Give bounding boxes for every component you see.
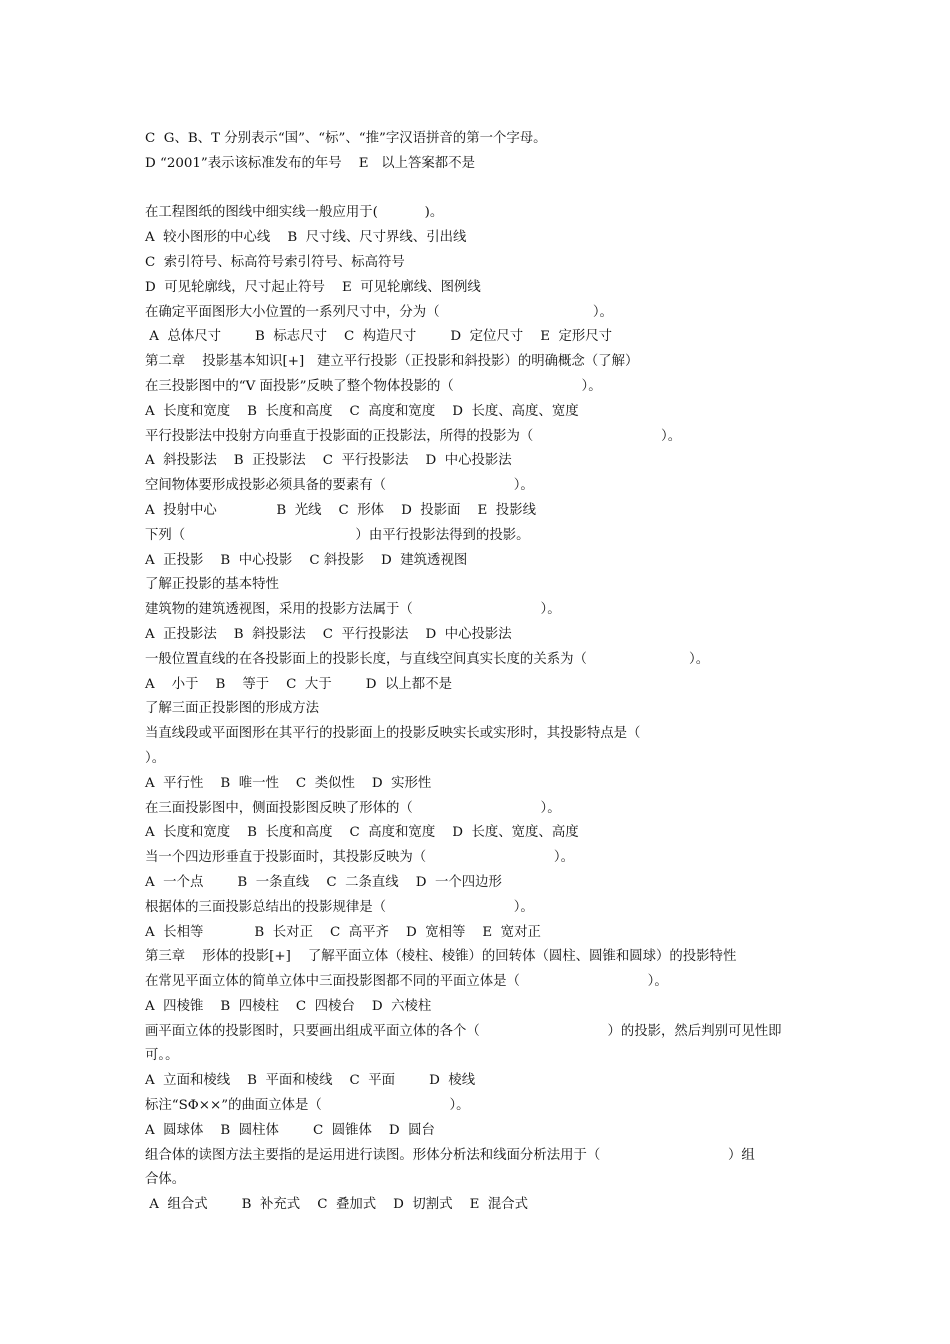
option-line: A 长度和宽度 B 长度和高度 C 高度和宽度 D 长度、高度、宽度 — [145, 403, 579, 419]
question-text: 标注“SΦ××”的曲面立体是（ ）。 — [145, 1098, 470, 1114]
question-text: 在确定平面图形大小位置的一系列尺寸中，分为（ ）。 — [145, 304, 613, 320]
option-line: A 立面和棱线 B 平面和棱线 C 平面 D 棱线 — [145, 1073, 476, 1089]
question-text: 在三面投影图中，侧面投影图反映了形体的（ ）。 — [145, 800, 561, 816]
question-text: 在常见平面立体的简单立体中三面投影图都不同的平面立体是（ ）。 — [145, 974, 668, 990]
option-line: A 平行性 B 唯一性 C 类似性 D 实形性 — [145, 775, 432, 791]
blank-line — [145, 177, 813, 202]
text-line: C G、B、T 分别表示“国”、“标”、“推”字汉语拼音的第一个字母。 — [145, 131, 547, 146]
question-text: 根据体的三面投影总结出的投影规律是（ ）。 — [145, 899, 534, 915]
option-line: A 较小图形的中心线 B 尺寸线、尺寸界线、引出线 — [145, 230, 467, 246]
text-line: D “2001”表示该标准发布的年号 E 以上答案都不是 — [145, 155, 475, 171]
section-heading: 了解正投影的基本特性 — [145, 577, 279, 593]
question-text: 合体。 — [145, 1172, 186, 1188]
question-text: 画平面立体的投影图时，只要画出组成平面立体的各个（ ）的投影，然后判别可见性即 — [145, 1023, 782, 1039]
chapter-heading: 第二章 投影基本知识[+] 建立平行投影（正投影和斜投影）的明确概念（了解） — [145, 354, 639, 370]
question-text: 在三投影图中的“V 面投影”反映了整个物体投影的（ ）。 — [145, 378, 602, 394]
option-line: A 投射中心 B 光线 C 形体 D 投影面 E 投影线 — [145, 502, 536, 518]
question-text: 组合体的读图方法主要指的是运用进行读图。形体分析法和线面分析法用于（ ）组 — [145, 1147, 755, 1163]
question-text: 空间物体要形成投影必须具备的要素有（ ）。 — [145, 478, 534, 494]
option-line: A 正投影 B 中心投影 C 斜投影 D 建筑透视图 — [145, 552, 468, 568]
question-text: 当直线段或平面图形在其平行的投影面上的投影反映实长或实形时，其投影特点是（ — [145, 726, 641, 742]
option-line: A 小于 B 等于 C 大于 D 以上都不是 — [145, 676, 452, 692]
question-text: 当一个四边形垂直于投影面时，其投影反映为（ ）。 — [145, 850, 574, 866]
question-text: 可。。 — [145, 1048, 179, 1064]
option-line: A 长相等 B 长对正 C 高平齐 D 宽相等 E 宽对正 — [145, 924, 541, 940]
option-line: A 斜投影法 B 正投影法 C 平行投影法 D 中心投影法 — [145, 453, 512, 469]
document-body — [145, 127, 813, 1218]
question-text: ）。 — [145, 750, 166, 766]
question-text: 下列（ ）由平行投影法得到的投影。 — [145, 527, 530, 543]
option-line: D 可见轮廓线，尺寸起止符号 E 可见轮廓线、图例线 — [145, 279, 481, 295]
option-line: C 索引符号、标高符号索引符号、标高符号 — [145, 254, 405, 270]
option-line: A 圆球体 B 圆柱体 C 圆锥体 D 圆台 — [145, 1122, 435, 1138]
question-text: 一般位置直线的在各投影面上的投影长度，与直线空间真实长度的关系为（ ）。 — [145, 651, 710, 667]
section-heading: 了解三面正投影图的形成方法 — [145, 701, 320, 717]
question-text: 在工程图纸的图线中细实线一般应用于( )。 — [145, 205, 444, 221]
option-line: A 总体尺寸 B 标志尺寸 C 构造尺寸 D 定位尺寸 E 定形尺寸 — [145, 329, 613, 345]
question-text: 平行投影法中投射方向垂直于投影面的正投影法，所得的投影为（ ）。 — [145, 428, 682, 444]
option-line: A 一个点 B 一条直线 C 二条直线 D 一个四边形 — [145, 874, 502, 890]
chapter-heading: 第三章 形体的投影[+] 了解平面立体（棱柱、棱锥）的回转体（圆柱、圆锥和圆球）的投影特性 — [145, 949, 737, 965]
option-line: A 四棱锥 B 四棱柱 C 四棱台 D 六棱柱 — [145, 998, 432, 1014]
question-text: 建筑物的建筑透视图，采用的投影方法属于（ ）。 — [145, 602, 561, 618]
option-line: A 长度和宽度 B 长度和高度 C 高度和宽度 D 长度、宽度、高度 — [145, 825, 579, 841]
option-line: A 正投影法 B 斜投影法 C 平行投影法 D 中心投影法 — [145, 626, 512, 642]
option-line: A 组合式 B 补充式 C 叠加式 D 切割式 E 混合式 — [145, 1197, 529, 1213]
